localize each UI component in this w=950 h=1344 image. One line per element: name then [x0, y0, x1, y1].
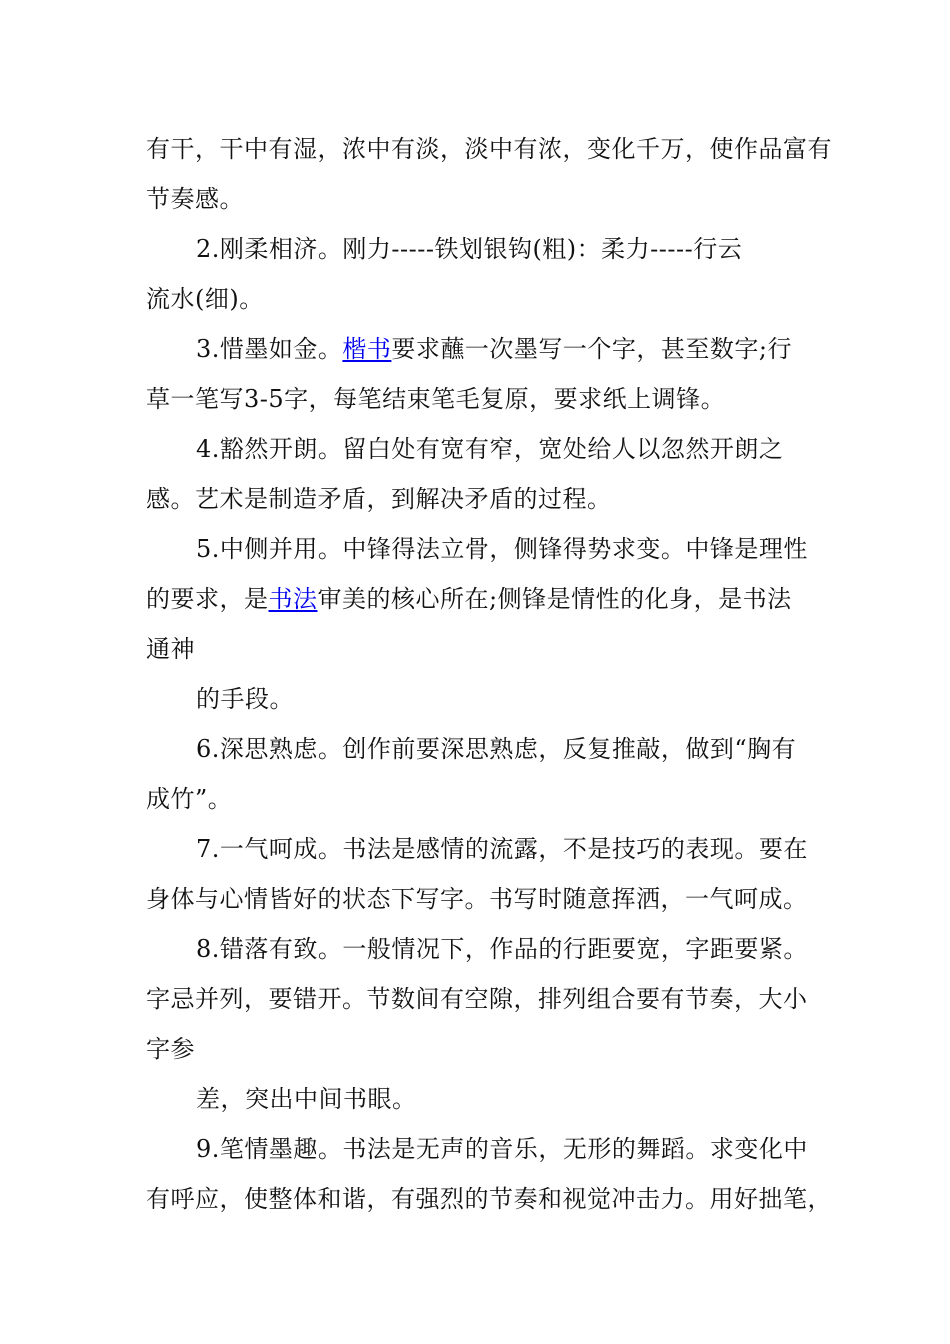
text-line: 流水(细)。	[146, 285, 264, 313]
paragraph-6: 6.深思熟虑。创作前要深思熟虑，反复推敲，做到“胸有	[196, 735, 797, 763]
text-line: 字忌并列，要错开。节数间有空隙，排列组合要有节奏，大小	[146, 985, 808, 1013]
text-line: 的手段。	[196, 685, 294, 713]
text-segment: 的要求，是	[146, 585, 269, 613]
paragraph-4: 4.豁然开朗。留白处有宽有窄，宽处给人以忽然开朗之	[196, 435, 784, 463]
text-line	[146, 584, 792, 614]
text-line: 节奏感。	[146, 185, 244, 213]
text-line: 差，突出中间书眼。	[196, 1085, 417, 1113]
text-segment: 审美的核心所在;侧锋是情性的化身，是书法	[317, 585, 792, 613]
paragraph-5: 5.中侧并用。中锋得法立骨，侧锋得势求变。中锋是理性	[196, 535, 808, 563]
paragraph-3	[196, 334, 792, 364]
text-line: 有干，干中有湿，浓中有淡，淡中有浓，变化千万，使作品富有	[146, 135, 832, 163]
paragraph-8: 8.错落有致。一般情况下，作品的行距要宽，字距要紧。	[196, 935, 808, 963]
text-line: 成竹”。	[146, 785, 233, 813]
shufa-link[interactable]: 书法	[268, 585, 318, 613]
text-line: 身体与心情皆好的状态下写字。书写时随意挥洒，一气呵成。	[146, 885, 808, 913]
text-line: 字参	[146, 1035, 195, 1063]
paragraph-7: 7.一气呵成。书法是感情的流露，不是技巧的表现。要在	[196, 835, 808, 863]
kaishu-link[interactable]: 楷书	[342, 335, 392, 363]
text-line: 有呼应，使整体和谐，有强烈的节奏和视觉冲击力。用好拙笔，	[146, 1185, 832, 1213]
text-line: 通神	[146, 635, 195, 663]
text-line: 草一笔写3-5字，每笔结束笔毛复原，要求纸上调锋。	[146, 385, 726, 413]
text-segment: 3.惜墨如金。	[196, 335, 343, 363]
text-line: 感。艺术是制造矛盾，到解决矛盾的过程。	[146, 485, 612, 513]
paragraph-9: 9.笔情墨趣。书法是无声的音乐，无形的舞蹈。求变化中	[196, 1135, 808, 1163]
text-segment: 要求蘸一次墨写一个字，甚至数字;行	[391, 335, 792, 363]
paragraph-2: 2.刚柔相济。刚力-----铁划银钩(粗)：柔力-----行云	[196, 235, 743, 263]
